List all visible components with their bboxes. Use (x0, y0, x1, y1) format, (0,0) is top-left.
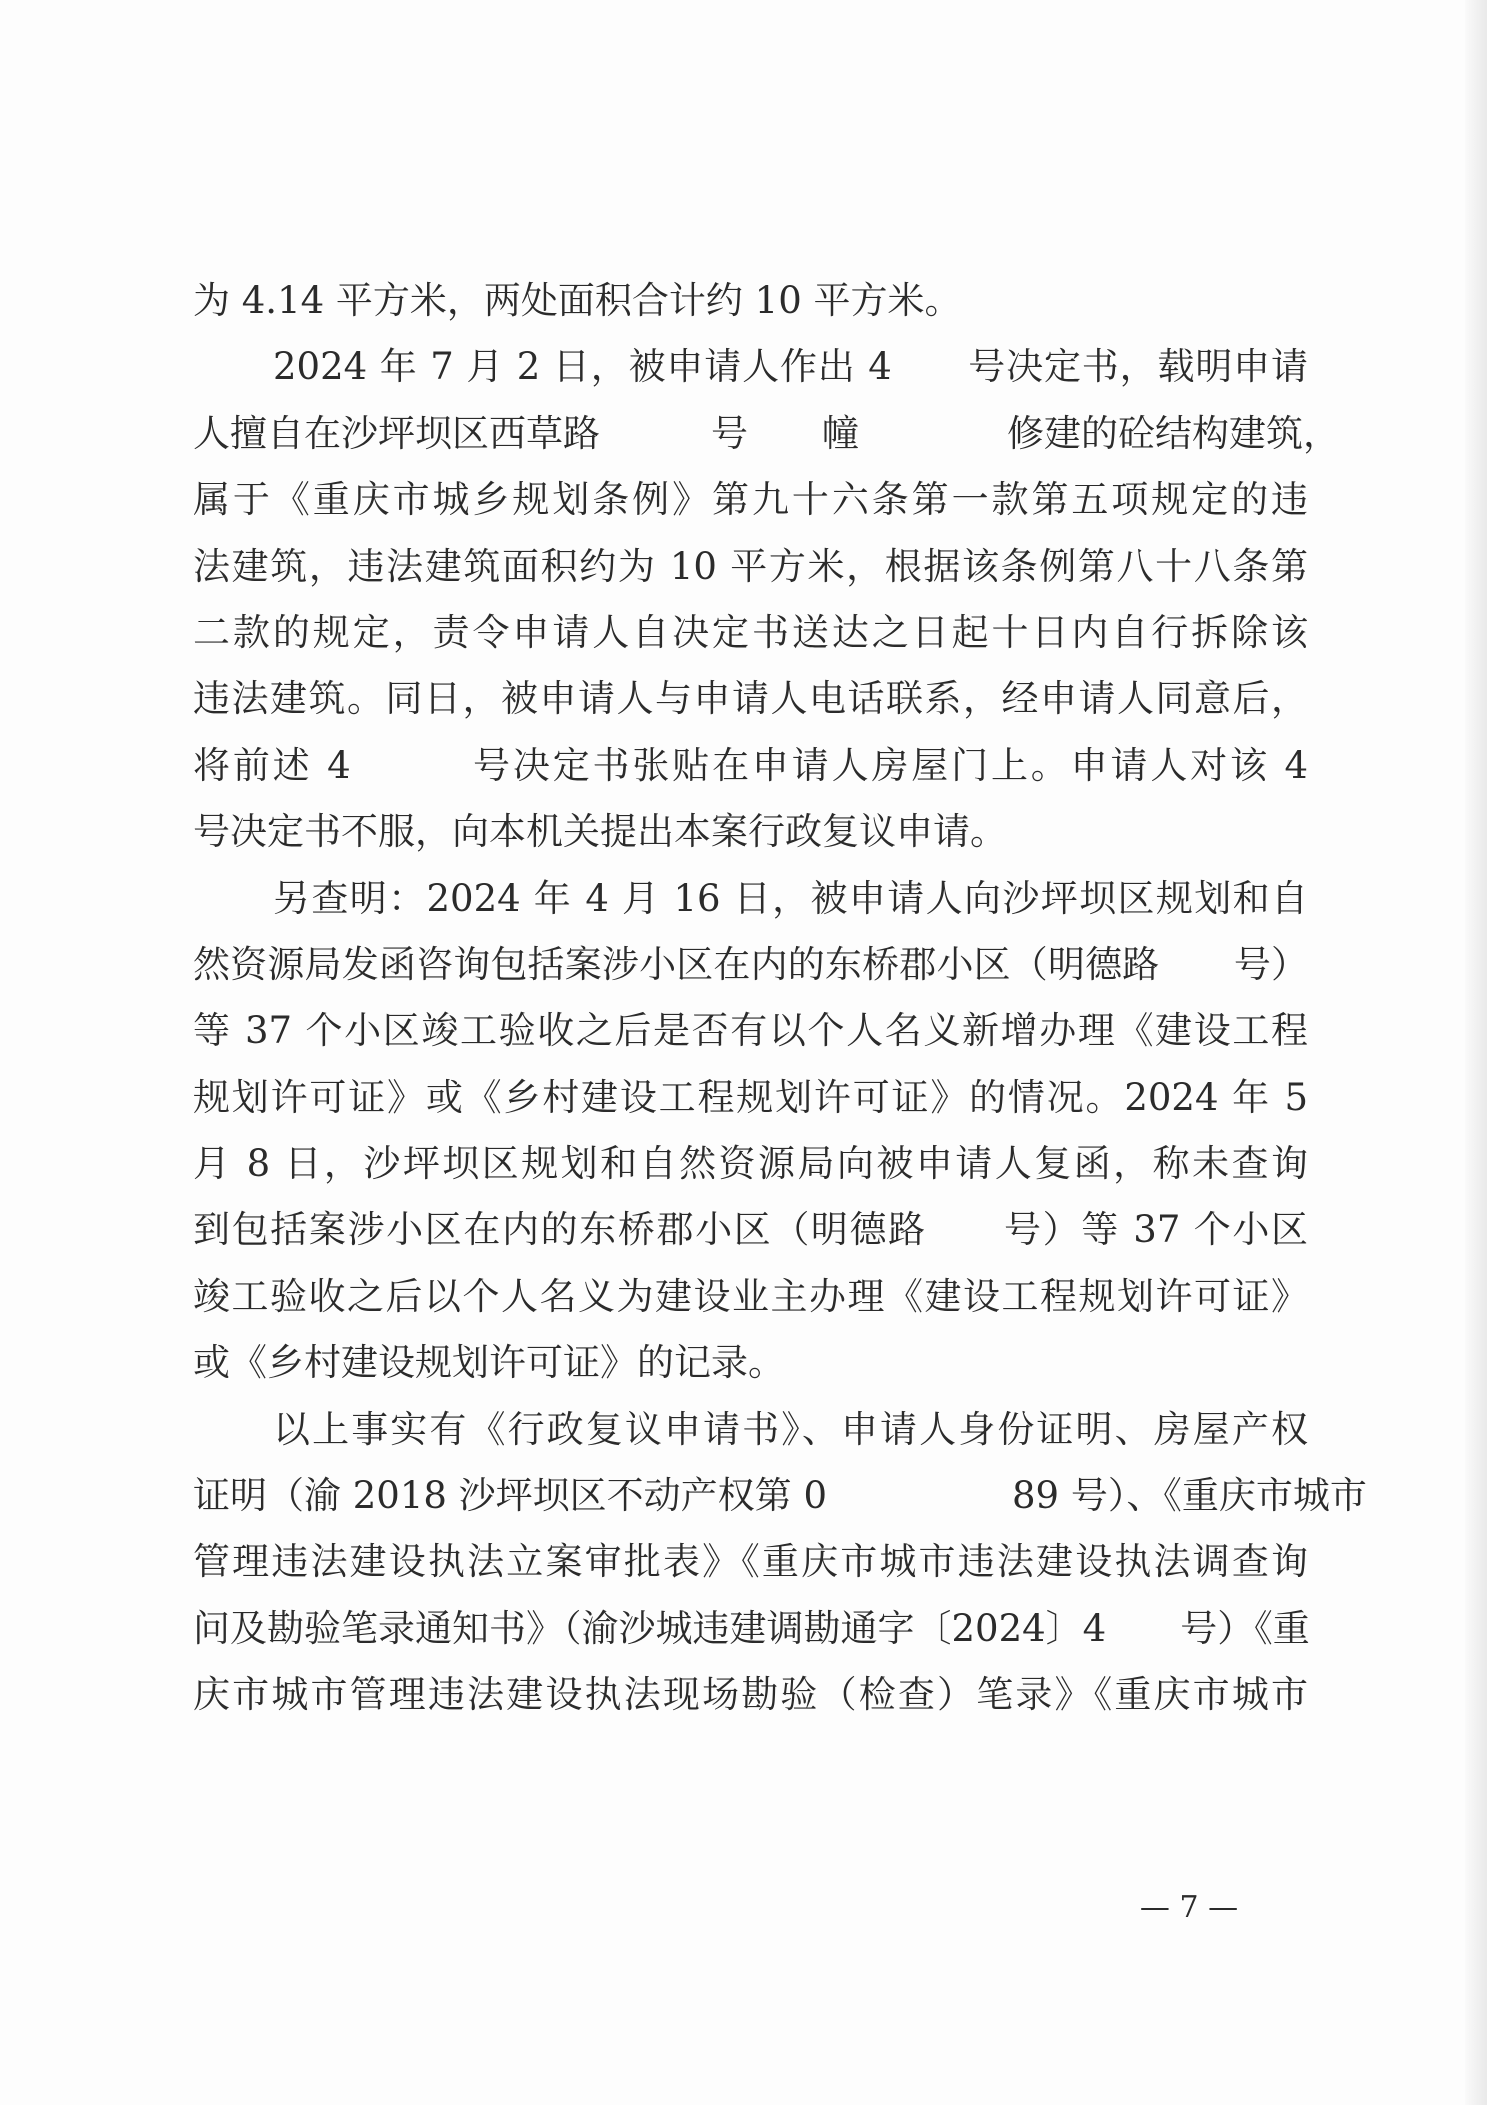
text-line: 号决定书不服，向本机关提出本案行政复议申请。 (193, 810, 1007, 854)
text-line: 等 37 个小区竣工验收之后是否有以个人名义新增办理《建设工程 (193, 1009, 1308, 1053)
body-text (193, 268, 1367, 1729)
text-line: 月 8 日，沙坪坝区规划和自然资源局向被申请人复函，称未查询 (193, 1142, 1308, 1186)
text-line: 或《乡村建设规划许可证》的记录。 (193, 1341, 785, 1385)
text-line: 然资源局发函咨询包括案涉小区在内的东桥郡小区（明德路 号） (193, 942, 1308, 986)
text-line: 法建筑，违法建筑面积约为 10 平方米，根据该条例第八十八条第 (193, 544, 1308, 588)
text-line: 规划许可证》或《乡村建设工程规划许可证》的情况。2024 年 5 (193, 1075, 1308, 1119)
text-line: 违法建筑。同日，被申请人与申请人电话联系，经申请人同意后， (193, 677, 1308, 721)
text-line: 属于《重庆市城乡规划条例》第九十六条第一款第五项规定的违 (193, 478, 1308, 522)
text-line: 将前述 4 号决定书张贴在申请人房屋门上。申请人对该 4 (193, 743, 1308, 787)
text-line: 管理违法建设执法立案审批表》《重庆市城市违法建设执法调查询 (193, 1540, 1308, 1584)
text-line: 二款的规定，责令申请人自决定书送达之日起十日内自行拆除该 (193, 610, 1308, 654)
text-line: 庆市城市管理违法建设执法现场勘验（检查）笔录》《重庆市城市 (193, 1673, 1308, 1717)
text-line: 到包括案涉小区在内的东桥郡小区（明德路 号）等 37 个小区 (193, 1208, 1308, 1252)
page-edge-shadow (1465, 0, 1487, 2105)
text-line: 2024 年 7 月 2 日，被申请人作出 4 号决定书，载明申请 (273, 345, 1308, 389)
text-line: 问及勘验笔录通知书》（渝沙城违建调勘通字〔2024〕4 号）《重 (193, 1606, 1310, 1650)
page-number: — 7 — (1139, 1890, 1239, 1925)
text-line: 为 4.14 平方米，两处面积合计约 10 平方米。 (193, 279, 962, 322)
text-line: 另查明：2024 年 4 月 16 日，被申请人向沙坪坝区规划和自 (273, 876, 1308, 920)
text-line: 人擅自在沙坪坝区西草路 号 幢 修建的砼结构建筑， (193, 411, 1340, 455)
text-line: 证明（渝 2018 沙坪坝区不动产权第 0 89 号）、《重庆市城市 (193, 1474, 1367, 1518)
text-line: 以上事实有《行政复议申请书》、申请人身份证明、房屋产权 (273, 1407, 1308, 1451)
text-line: 竣工验收之后以个人名义为建设业主办理《建设工程规划许可证》 (193, 1274, 1308, 1318)
